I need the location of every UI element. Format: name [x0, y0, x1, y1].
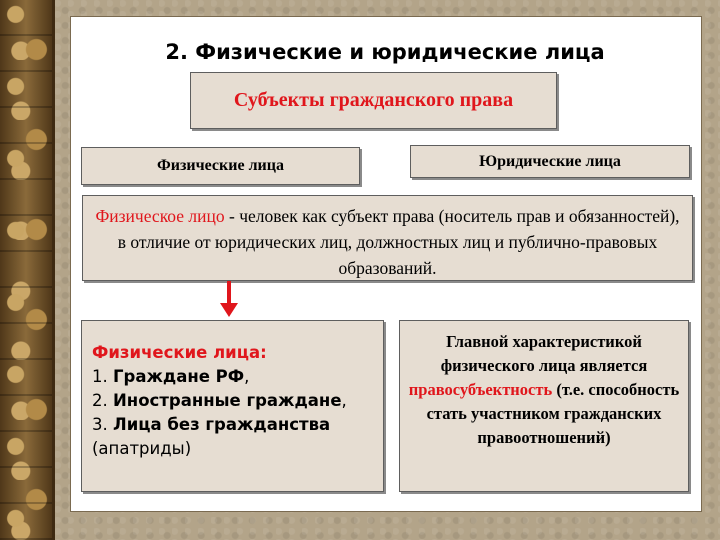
slide-title: 2. Физические и юридические лица [165, 40, 605, 64]
physical-persons-list-box [81, 320, 384, 492]
characteristic-text-before: Главной характеристикой физического лица является [440, 332, 648, 375]
list-item-bold: Иностранные граждане [113, 391, 342, 410]
definition-box [82, 195, 693, 281]
list-item-rest: , [244, 367, 250, 386]
list-item-number: 1. [92, 367, 113, 386]
list-item-number: 2. [92, 391, 113, 410]
definition-term: Физическое лицо [95, 206, 225, 226]
list-note: (апатриды) [92, 439, 192, 458]
list-heading: Физические лица: [92, 343, 267, 362]
list-item [92, 389, 375, 413]
list-item-bold: Лица без гражданства [113, 415, 331, 434]
subjects-label: Субъекты гражданского права [233, 89, 514, 111]
definition-text: - человек как субъект права (носитель прав и обязанностей), в отличие от юридических лиц, должностных лиц и публично-правовых образований. [117, 206, 680, 278]
legal-persons-box [410, 145, 690, 178]
list-item-bold: Граждане РФ [113, 367, 245, 386]
list-item-number: 3. [92, 415, 113, 434]
list-item-rest: , [341, 391, 347, 410]
characteristic-highlight: правосубъектность [408, 380, 553, 399]
characteristic-box [399, 320, 689, 492]
subjects-box [190, 72, 557, 129]
down-arrow-shaft [227, 281, 231, 305]
list-item [92, 365, 375, 389]
legal-persons-label: Юридические лица [479, 152, 621, 170]
physical-persons-box [81, 147, 360, 185]
characteristic-text-after: (т.е. способность стать участником гражданских правоотношений) [426, 380, 680, 447]
list-item [92, 413, 375, 437]
decorative-left-strip [0, 0, 52, 540]
down-arrow-icon [220, 303, 238, 317]
physical-persons-label: Физические лица [157, 157, 284, 174]
